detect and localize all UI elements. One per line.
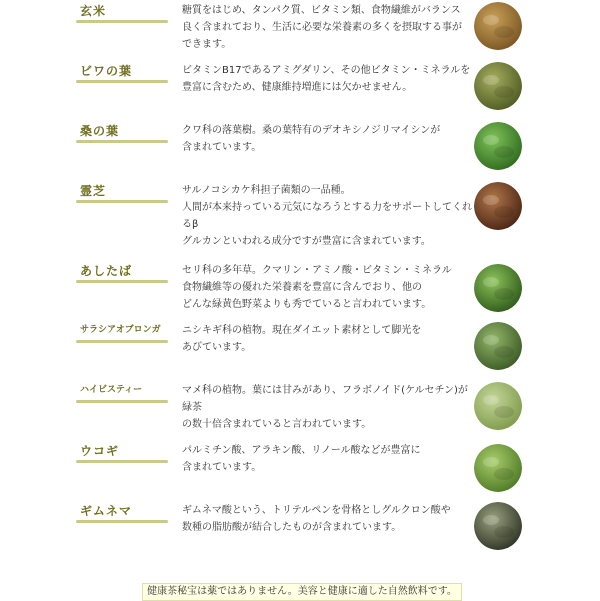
reishi-photo — [474, 182, 522, 230]
label-underline — [76, 400, 168, 403]
ingredient-label: ウコギ — [80, 444, 120, 458]
label-underline — [76, 340, 168, 343]
label-underline — [76, 20, 168, 23]
brown-rice-photo — [474, 2, 522, 50]
ashitaba-photo — [474, 264, 522, 312]
description-line: あびています。 — [182, 342, 252, 353]
label-underline — [76, 140, 168, 143]
ingredient-description — [182, 2, 472, 53]
hibis-tea-photo — [474, 382, 522, 430]
loquat-leaf-photo — [474, 62, 522, 110]
footer-notice: 健康茶秘宝は薬ではありません。美容と健康に適した自然飲料です。 — [142, 583, 462, 601]
description-line: 良く含まれており、生活に必要な栄養素の多くを摂取する事が — [182, 22, 462, 33]
description-line: マメ科の植物。葉には甘みがあり、フラボノイド(ケルセチン)が緑茶 — [182, 385, 468, 413]
label-underline — [76, 200, 168, 203]
ingredient-description — [182, 62, 472, 96]
description-line: 含まれています。 — [182, 462, 262, 473]
ukogi-photo — [474, 444, 522, 492]
description-line: ギムネマ酸という、トリテルペンを骨格としグルクロン酸や — [182, 505, 451, 516]
label-underline — [76, 280, 168, 283]
label-underline — [76, 80, 168, 83]
description-line: 豊富に含むため、健康維持増進には欠かせません。 — [182, 82, 413, 93]
description-line: クワ科の落葉樹。桑の葉特有のデオキシノジリマイシンが — [182, 125, 441, 136]
description-line: の数十倍含まれていると言われています。 — [182, 419, 372, 430]
ingredient-description — [182, 442, 472, 476]
description-line: グルカンといわれる成分ですが豊富に含まれています。 — [182, 236, 431, 247]
ingredient-description — [182, 502, 472, 536]
ingredient-label: ハイビスティー — [80, 385, 143, 395]
ingredient-description — [182, 322, 472, 356]
label-underline — [76, 520, 168, 523]
gymnema-photo — [474, 502, 522, 550]
description-line: 糖質をはじめ、タンパク質、ビタミン類、食物繊維がバランス — [182, 5, 461, 16]
ingredient-label: 霊芝 — [80, 184, 107, 198]
description-line: どんな緑黄色野菜よりも秀でていると言われています。 — [182, 299, 432, 310]
ingredient-description — [182, 382, 472, 433]
ingredient-label: 玄米 — [80, 4, 107, 18]
ingredient-label: 桑の葉 — [80, 124, 120, 138]
ingredient-description — [182, 122, 472, 156]
description-line: 数種の脂肪酸が結合したものが含まれています。 — [182, 522, 402, 533]
ingredient-label: ギムネマ — [80, 504, 132, 518]
ingredient-label: ビワの葉 — [80, 64, 133, 78]
description-line: パルミチン酸、アラキン酸、リノール酸などが豊富に — [182, 445, 421, 456]
ingredient-label: サラシアオブロンガ — [80, 325, 161, 335]
ingredient-description — [182, 262, 472, 313]
description-line: サルノコシカケ科担子菌類の一品種。 — [182, 185, 351, 196]
salacia-photo — [474, 322, 522, 370]
ingredient-description — [182, 182, 472, 250]
description-line: ニシキギ科の植物。現在ダイエット素材として脚光を — [182, 325, 422, 336]
description-line: ビタミンB17であるアミグダリン、その他ビタミン・ミネラルを — [182, 65, 471, 76]
label-underline — [76, 460, 168, 463]
description-line: セリ科の多年草。クマリン・アミノ酸・ビタミン・ミネラル — [182, 265, 452, 276]
mulberry-leaf-photo — [474, 122, 522, 170]
description-line: 人間が本来持っている元気になろうとする力をサポートしてくれるβ — [182, 202, 472, 230]
ingredient-label: あしたば — [80, 264, 133, 278]
description-line: できます。 — [182, 39, 232, 50]
description-line: 食物繊維等の優れた栄養素を豊富に含んでおり、他の — [182, 282, 422, 293]
description-line: 含まれています。 — [182, 142, 262, 153]
